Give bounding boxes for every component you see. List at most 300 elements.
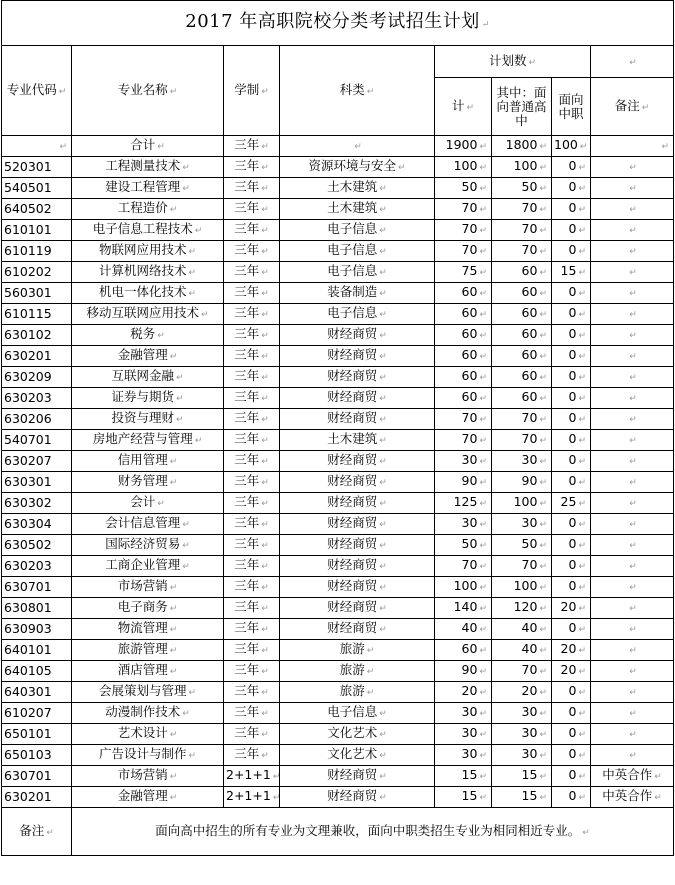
category-cell: 财经商贸 ↵ — [280, 766, 435, 787]
total-name-cell: 合计 ↵ — [72, 136, 224, 157]
remark-cell: ↵ — [591, 745, 674, 766]
total-row — [2, 136, 674, 157]
remark-cell: ↵ — [591, 430, 674, 451]
table-row — [2, 241, 674, 262]
total-cell: 40 ↵ — [435, 619, 492, 640]
duration-cell: 三年 ↵ — [224, 451, 280, 472]
code-cell: 540501 — [2, 178, 72, 199]
highschool-cell: 15 ↵ — [492, 766, 552, 787]
code-cell: 640105 — [2, 661, 72, 682]
duration-cell: 三年 ↵ — [224, 556, 280, 577]
name-cell: 工商企业管理 ↵ — [72, 556, 224, 577]
code-cell: 630502 — [2, 535, 72, 556]
table-row — [2, 388, 674, 409]
duration-cell: 三年 ↵ — [224, 178, 280, 199]
category-cell: 资源环境与安全 ↵ — [280, 157, 435, 178]
code-cell: 630304 — [2, 514, 72, 535]
table-row — [2, 283, 674, 304]
highschool-cell: 70 ↵ — [492, 409, 552, 430]
duration-cell: 2+1+1 ↵ — [224, 766, 280, 787]
category-cell: 财经商贸 ↵ — [280, 346, 435, 367]
total-cell: 30 ↵ — [435, 514, 492, 535]
name-cell: 房地产经营与管理 ↵ — [72, 430, 224, 451]
vocational-cell: 0 ↵ — [552, 304, 591, 325]
total-cell: 60 ↵ — [435, 304, 492, 325]
highschool-cell: 30 ↵ — [492, 745, 552, 766]
header-remark-top: ↵ — [591, 46, 674, 78]
highschool-cell: 100 ↵ — [492, 157, 552, 178]
highschool-cell: 70 ↵ — [492, 241, 552, 262]
category-cell: 财经商贸 ↵ — [280, 451, 435, 472]
code-cell: 610119 — [2, 241, 72, 262]
code-cell: 630701 — [2, 577, 72, 598]
total-cell: 60 ↵ — [435, 283, 492, 304]
vocational-cell: 0 ↵ — [552, 535, 591, 556]
highschool-cell: 30 ↵ — [492, 451, 552, 472]
remark-cell: ↵ — [591, 598, 674, 619]
code-cell: 630102 — [2, 325, 72, 346]
name-cell: 金融管理 ↵ — [72, 346, 224, 367]
name-cell: 金融管理 ↵ — [72, 787, 224, 808]
remark-cell: ↵ — [591, 682, 674, 703]
table-row — [2, 472, 674, 493]
category-cell: 财经商贸 ↵ — [280, 514, 435, 535]
total-code-cell: ↵ — [2, 136, 72, 157]
header-code: 专业代码 ↵ — [2, 46, 72, 136]
name-cell: 财务管理 ↵ — [72, 472, 224, 493]
code-cell: 640502 — [2, 199, 72, 220]
code-cell: 560301 — [2, 283, 72, 304]
header-total: 计 ↵ — [435, 78, 492, 136]
category-cell: 财经商贸 ↵ — [280, 325, 435, 346]
category-cell: 财经商贸 ↵ — [280, 598, 435, 619]
vocational-cell: 0 ↵ — [552, 682, 591, 703]
vocational-cell: 0 ↵ — [552, 178, 591, 199]
table-row — [2, 661, 674, 682]
total-cell: 75 ↵ — [435, 262, 492, 283]
table-row — [2, 577, 674, 598]
table-row — [2, 325, 674, 346]
code-cell: 610101 — [2, 220, 72, 241]
table-row — [2, 346, 674, 367]
remark-cell: ↵ — [591, 409, 674, 430]
vocational-cell: 0 ↵ — [552, 430, 591, 451]
table-row — [2, 451, 674, 472]
highschool-cell: 120 ↵ — [492, 598, 552, 619]
highschool-cell: 100 ↵ — [492, 493, 552, 514]
duration-cell: 三年 ↵ — [224, 220, 280, 241]
vocational-cell: 0 ↵ — [552, 556, 591, 577]
remark-cell: ↵ — [591, 199, 674, 220]
remark-cell: ↵ — [591, 493, 674, 514]
footer-label: 备注 ↵ — [2, 808, 72, 856]
highschool-cell: 60 ↵ — [492, 367, 552, 388]
highschool-cell: 40 ↵ — [492, 619, 552, 640]
remark-cell: ↵ — [591, 178, 674, 199]
code-cell: 630801 — [2, 598, 72, 619]
name-cell: 电子商务 ↵ — [72, 598, 224, 619]
total-cell: 60 ↵ — [435, 325, 492, 346]
table-row — [2, 367, 674, 388]
remark-cell: ↵ — [591, 451, 674, 472]
table-row — [2, 493, 674, 514]
category-cell: 文化艺术 ↵ — [280, 724, 435, 745]
code-cell: 520301 — [2, 157, 72, 178]
duration-cell: 三年 ↵ — [224, 577, 280, 598]
table-row — [2, 199, 674, 220]
duration-cell: 三年 ↵ — [224, 241, 280, 262]
name-cell: 税务 ↵ — [72, 325, 224, 346]
name-cell: 投资与理财 ↵ — [72, 409, 224, 430]
category-cell: 财经商贸 ↵ — [280, 787, 435, 808]
vocational-cell: 0 ↵ — [552, 514, 591, 535]
table-row — [2, 724, 674, 745]
duration-cell: 三年 ↵ — [224, 346, 280, 367]
highschool-cell: 40 ↵ — [492, 640, 552, 661]
category-cell: 财经商贸 ↵ — [280, 535, 435, 556]
name-cell: 机电一体化技术 ↵ — [72, 283, 224, 304]
total-total-cell: 1900 ↵ — [435, 136, 492, 157]
highschool-cell: 50 ↵ — [492, 535, 552, 556]
remark-cell: ↵ — [591, 724, 674, 745]
duration-cell: 三年 ↵ — [224, 262, 280, 283]
category-cell: 文化艺术 ↵ — [280, 745, 435, 766]
duration-cell: 三年 ↵ — [224, 535, 280, 556]
total-cell: 30 ↵ — [435, 724, 492, 745]
total-remark-cell: ↵ — [591, 136, 674, 157]
duration-cell: 三年 ↵ — [224, 682, 280, 703]
name-cell: 电子信息工程技术 ↵ — [72, 220, 224, 241]
table-row — [2, 682, 674, 703]
code-cell: 640101 — [2, 640, 72, 661]
remark-cell: ↵ — [591, 157, 674, 178]
category-cell: 财经商贸 ↵ — [280, 388, 435, 409]
highschool-cell: 30 ↵ — [492, 703, 552, 724]
category-cell: 财经商贸 ↵ — [280, 493, 435, 514]
name-cell: 物流管理 ↵ — [72, 619, 224, 640]
name-cell: 市场营销 ↵ — [72, 766, 224, 787]
category-cell: 土木建筑 ↵ — [280, 199, 435, 220]
duration-cell: 三年 ↵ — [224, 199, 280, 220]
duration-cell: 三年 ↵ — [224, 661, 280, 682]
table-row — [2, 787, 674, 808]
highschool-cell: 90 ↵ — [492, 472, 552, 493]
total-cell: 60 ↵ — [435, 388, 492, 409]
category-cell: 旅游 ↵ — [280, 640, 435, 661]
footer-note: 面向高中招生的所有专业为文理兼收，面向中职类招生专业为相同相近专业。 ↵ — [72, 808, 674, 856]
highschool-cell: 70 ↵ — [492, 199, 552, 220]
category-cell: 财经商贸 ↵ — [280, 577, 435, 598]
remark-cell: ↵ — [591, 304, 674, 325]
total-cell: 60 ↵ — [435, 640, 492, 661]
table-row — [2, 262, 674, 283]
total-cell: 30 ↵ — [435, 451, 492, 472]
name-cell: 会计 ↵ — [72, 493, 224, 514]
remark-cell: ↵ — [591, 283, 674, 304]
header-plan: 计划数 ↵ — [435, 46, 591, 78]
name-cell: 工程造价 ↵ — [72, 199, 224, 220]
name-cell: 互联网金融 ↵ — [72, 367, 224, 388]
name-cell: 信用管理 ↵ — [72, 451, 224, 472]
highschool-cell: 60 ↵ — [492, 346, 552, 367]
page-title: 2017 年高职院校分类考试招生计划 ↵ — [2, 1, 674, 46]
duration-cell: 三年 ↵ — [224, 745, 280, 766]
code-cell: 610207 — [2, 703, 72, 724]
name-cell: 计算机网络技术 ↵ — [72, 262, 224, 283]
code-cell: 650101 — [2, 724, 72, 745]
code-cell: 630201 — [2, 346, 72, 367]
highschool-cell: 60 ↵ — [492, 262, 552, 283]
duration-cell: 2+1+1 ↵ — [224, 787, 280, 808]
total-duration-cell: 三年 ↵ — [224, 136, 280, 157]
category-cell: 旅游 ↵ — [280, 661, 435, 682]
name-cell: 工程测量技术 ↵ — [72, 157, 224, 178]
remark-cell: 中英合作 ↵ — [591, 766, 674, 787]
name-cell: 会展策划与管理 ↵ — [72, 682, 224, 703]
highschool-cell: 60 ↵ — [492, 325, 552, 346]
total-cell: 30 ↵ — [435, 745, 492, 766]
name-cell: 酒店管理 ↵ — [72, 661, 224, 682]
total-cell: 15 ↵ — [435, 766, 492, 787]
duration-cell: 三年 ↵ — [224, 703, 280, 724]
duration-cell: 三年 ↵ — [224, 472, 280, 493]
category-cell: 电子信息 ↵ — [280, 241, 435, 262]
name-cell: 移动互联网应用技术 ↵ — [72, 304, 224, 325]
vocational-cell: 0 ↵ — [552, 619, 591, 640]
vocational-cell: 0 ↵ — [552, 577, 591, 598]
remark-cell: ↵ — [591, 514, 674, 535]
total-cell: 70 ↵ — [435, 556, 492, 577]
remark-cell: ↵ — [591, 619, 674, 640]
code-cell: 630302 — [2, 493, 72, 514]
total-vocational-cell: 100 ↵ — [552, 136, 591, 157]
remark-cell: ↵ — [591, 325, 674, 346]
duration-cell: 三年 ↵ — [224, 598, 280, 619]
remark-cell: ↵ — [591, 388, 674, 409]
header-remark: 备注 ↵ — [591, 78, 674, 136]
total-highschool-cell: 1800 ↵ — [492, 136, 552, 157]
remark-cell: ↵ — [591, 577, 674, 598]
remark-cell: ↵ — [591, 346, 674, 367]
highschool-cell: 20 ↵ — [492, 682, 552, 703]
remark-cell: ↵ — [591, 472, 674, 493]
table-row — [2, 178, 674, 199]
highschool-cell: 70 ↵ — [492, 661, 552, 682]
category-cell: 装备制造 ↵ — [280, 283, 435, 304]
total-cell: 125 ↵ — [435, 493, 492, 514]
vocational-cell: 0 ↵ — [552, 325, 591, 346]
category-cell: 财经商贸 ↵ — [280, 409, 435, 430]
name-cell: 会计信息管理 ↵ — [72, 514, 224, 535]
duration-cell: 三年 ↵ — [224, 619, 280, 640]
name-cell: 广告设计与制作 ↵ — [72, 745, 224, 766]
category-cell: 旅游 ↵ — [280, 682, 435, 703]
table-row — [2, 745, 674, 766]
vocational-cell: 20 ↵ — [552, 640, 591, 661]
duration-cell: 三年 ↵ — [224, 325, 280, 346]
highschool-cell: 70 ↵ — [492, 430, 552, 451]
remark-cell: ↵ — [591, 535, 674, 556]
table-row — [2, 640, 674, 661]
table-row — [2, 409, 674, 430]
header-category: 科类 ↵ — [280, 46, 435, 136]
vocational-cell: 15 ↵ — [552, 262, 591, 283]
total-cell: 60 ↵ — [435, 346, 492, 367]
total-cell: 30 ↵ — [435, 703, 492, 724]
vocational-cell: 0 ↵ — [552, 766, 591, 787]
remark-cell: ↵ — [591, 640, 674, 661]
name-cell: 国际经济贸易 ↵ — [72, 535, 224, 556]
highschool-cell: 60 ↵ — [492, 388, 552, 409]
code-cell: 630207 — [2, 451, 72, 472]
remark-cell: ↵ — [591, 367, 674, 388]
name-cell: 建设工程管理 ↵ — [72, 178, 224, 199]
table-row — [2, 430, 674, 451]
name-cell: 旅游管理 ↵ — [72, 640, 224, 661]
highschool-cell: 50 ↵ — [492, 178, 552, 199]
total-category-cell: ↵ — [280, 136, 435, 157]
total-cell: 70 ↵ — [435, 430, 492, 451]
remark-cell: ↵ — [591, 556, 674, 577]
vocational-cell: 0 ↵ — [552, 346, 591, 367]
code-cell: 630701 — [2, 766, 72, 787]
highschool-cell: 60 ↵ — [492, 283, 552, 304]
total-cell: 70 ↵ — [435, 241, 492, 262]
name-cell: 证券与期货 ↵ — [72, 388, 224, 409]
code-cell: 630209 — [2, 367, 72, 388]
remark-cell: ↵ — [591, 241, 674, 262]
code-cell: 630201 — [2, 787, 72, 808]
remark-cell: ↵ — [591, 220, 674, 241]
enrollment-plan-table — [1, 0, 674, 856]
highschool-cell: 30 ↵ — [492, 724, 552, 745]
category-cell: 电子信息 ↵ — [280, 262, 435, 283]
vocational-cell: 0 ↵ — [552, 367, 591, 388]
category-cell: 土木建筑 ↵ — [280, 178, 435, 199]
vocational-cell: 0 ↵ — [552, 409, 591, 430]
vocational-cell: 20 ↵ — [552, 661, 591, 682]
highschool-cell: 100 ↵ — [492, 577, 552, 598]
vocational-cell: 0 ↵ — [552, 703, 591, 724]
total-cell: 60 ↵ — [435, 367, 492, 388]
category-cell: 电子信息 ↵ — [280, 703, 435, 724]
name-cell: 市场营销 ↵ — [72, 577, 224, 598]
total-cell: 20 ↵ — [435, 682, 492, 703]
vocational-cell: 0 ↵ — [552, 220, 591, 241]
total-cell: 100 ↵ — [435, 577, 492, 598]
table-row — [2, 598, 674, 619]
duration-cell: 三年 ↵ — [224, 157, 280, 178]
code-cell: 630301 — [2, 472, 72, 493]
duration-cell: 三年 ↵ — [224, 283, 280, 304]
vocational-cell: 25 ↵ — [552, 493, 591, 514]
code-cell: 540701 — [2, 430, 72, 451]
table-row — [2, 766, 674, 787]
total-cell: 70 ↵ — [435, 220, 492, 241]
highschool-cell: 15 ↵ — [492, 787, 552, 808]
category-cell: 电子信息 ↵ — [280, 220, 435, 241]
table-row — [2, 703, 674, 724]
header-vocational: 面向中职 — [552, 78, 591, 136]
category-cell: 财经商贸 ↵ — [280, 619, 435, 640]
duration-cell: 三年 ↵ — [224, 724, 280, 745]
duration-cell: 三年 ↵ — [224, 409, 280, 430]
remark-cell: ↵ — [591, 661, 674, 682]
code-cell: 630203 — [2, 556, 72, 577]
duration-cell: 三年 ↵ — [224, 430, 280, 451]
code-cell: 630206 — [2, 409, 72, 430]
code-cell: 650103 — [2, 745, 72, 766]
category-cell: 财经商贸 ↵ — [280, 367, 435, 388]
header-highschool: 其中：面向普通高中 — [492, 78, 552, 136]
total-cell: 15 ↵ — [435, 787, 492, 808]
remark-cell: 中英合作 ↵ — [591, 787, 674, 808]
remark-cell: ↵ — [591, 262, 674, 283]
highschool-cell: 30 ↵ — [492, 514, 552, 535]
category-cell: 土木建筑 ↵ — [280, 430, 435, 451]
category-cell: 电子信息 ↵ — [280, 304, 435, 325]
table-row — [2, 535, 674, 556]
code-cell: 610202 — [2, 262, 72, 283]
code-cell: 630203 — [2, 388, 72, 409]
total-cell: 140 ↵ — [435, 598, 492, 619]
highschool-cell: 70 ↵ — [492, 220, 552, 241]
total-cell: 70 ↵ — [435, 199, 492, 220]
vocational-cell: 0 ↵ — [552, 745, 591, 766]
vocational-cell: 0 ↵ — [552, 724, 591, 745]
table-row — [2, 619, 674, 640]
code-cell: 640301 — [2, 682, 72, 703]
vocational-cell: 0 ↵ — [552, 283, 591, 304]
highschool-cell: 60 ↵ — [492, 304, 552, 325]
duration-cell: 三年 ↵ — [224, 640, 280, 661]
total-cell: 90 ↵ — [435, 661, 492, 682]
duration-cell: 三年 ↵ — [224, 493, 280, 514]
header-duration: 学制 ↵ — [224, 46, 280, 136]
duration-cell: 三年 ↵ — [224, 388, 280, 409]
remark-cell: ↵ — [591, 703, 674, 724]
vocational-cell: 0 ↵ — [552, 472, 591, 493]
total-cell: 50 ↵ — [435, 178, 492, 199]
vocational-cell: 0 ↵ — [552, 157, 591, 178]
vocational-cell: 0 ↵ — [552, 451, 591, 472]
duration-cell: 三年 ↵ — [224, 367, 280, 388]
name-cell: 物联网应用技术 ↵ — [72, 241, 224, 262]
duration-cell: 三年 ↵ — [224, 514, 280, 535]
category-cell: 财经商贸 ↵ — [280, 556, 435, 577]
vocational-cell: 0 ↵ — [552, 388, 591, 409]
category-cell: 财经商贸 ↵ — [280, 472, 435, 493]
vocational-cell: 0 ↵ — [552, 787, 591, 808]
total-cell: 100 ↵ — [435, 157, 492, 178]
highschool-cell: 70 ↵ — [492, 556, 552, 577]
code-cell: 630903 — [2, 619, 72, 640]
table-row — [2, 157, 674, 178]
table-row — [2, 514, 674, 535]
table-row — [2, 556, 674, 577]
duration-cell: 三年 ↵ — [224, 304, 280, 325]
vocational-cell: 20 ↵ — [552, 598, 591, 619]
total-cell: 70 ↵ — [435, 409, 492, 430]
name-cell: 动漫制作技术 ↵ — [72, 703, 224, 724]
table-row — [2, 220, 674, 241]
vocational-cell: 0 ↵ — [552, 241, 591, 262]
total-cell: 90 ↵ — [435, 472, 492, 493]
total-cell: 50 ↵ — [435, 535, 492, 556]
name-cell: 艺术设计 ↵ — [72, 724, 224, 745]
table-row — [2, 304, 674, 325]
header-name: 专业名称 ↵ — [72, 46, 224, 136]
